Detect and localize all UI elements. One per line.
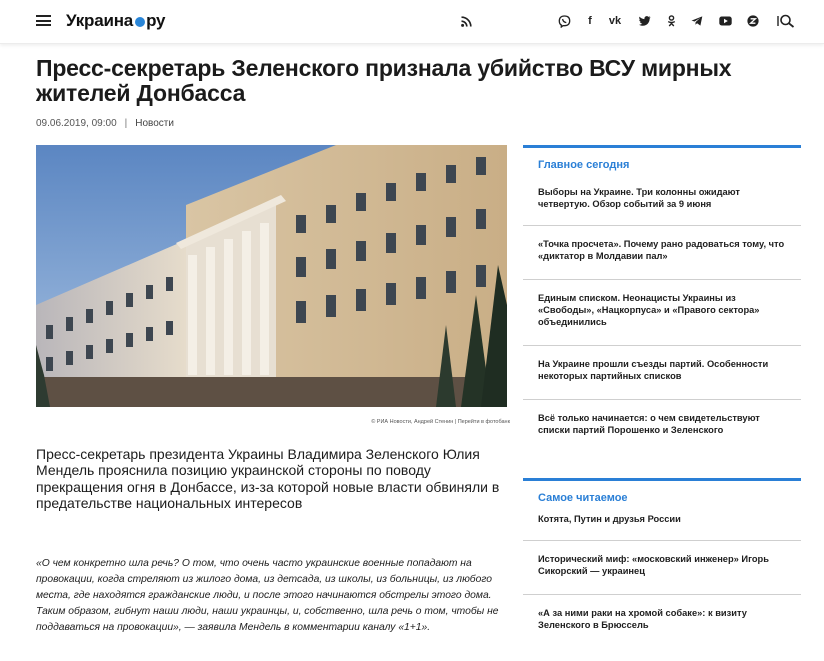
article-date: 09.06.2019, 09:00 (36, 118, 117, 129)
viber-icon[interactable] (555, 12, 573, 30)
sidebar-news-item[interactable]: Единым списком. Неонацисты Украины из «Свободы», «Нацкорпуса» и «Правого сектора» объединились (523, 280, 801, 346)
meta-separator: | (124, 118, 128, 129)
youtube-icon[interactable] (716, 12, 734, 30)
logo-text-right: ру (146, 11, 166, 30)
article-category-link[interactable]: Новости (135, 118, 174, 129)
presidential-building-image (36, 145, 507, 407)
odnoklassniki-icon[interactable] (662, 12, 680, 30)
sidebar-news-item[interactable]: «Точка просчета». Почему рано радоваться тому, что «диктатор в Молдавии пал» (523, 226, 801, 280)
article-title: Пресс-секретарь Зеленского признала убийство ВСУ мирных жителей Донбасса (36, 55, 732, 106)
telegram-icon[interactable] (688, 12, 706, 30)
rss-icon[interactable] (457, 12, 475, 30)
most-read-block (523, 478, 801, 649)
logo-text-left: Украина (66, 11, 134, 30)
twitter-icon[interactable] (636, 12, 654, 30)
most-read-title[interactable]: Самое читаемое (538, 492, 628, 504)
facebook-icon[interactable]: f (588, 15, 592, 27)
article-quote: «О чем конкретно шла речь? О том, что очень часто украинские военные попадают на провокации, когда стреляют из жилого дома, из детсада, из школы, из больницы, из любого места, где находятся гражданские люди, и после этого начинаются обстрелы этого дома. Таким образом, гибнут наши люди, наши украинцы, и, собственно, шла речь о том, чтобы не поддаваться на провокации», — заявила Мендель в комментарии каналу «1+1». (36, 558, 499, 633)
sidebar (523, 145, 801, 649)
sidebar-news-item[interactable]: На Украине прошли съезды партий. Особенности некоторых партийных списков (523, 346, 801, 400)
article-meta (36, 118, 174, 129)
photo-credit[interactable]: © РИА Новости, Андрей Стенин | Перейти в фотобанк (371, 419, 510, 425)
search-icon[interactable] (776, 12, 800, 30)
article-photo[interactable] (36, 145, 507, 407)
site-logo[interactable] (66, 11, 165, 31)
vk-icon[interactable]: vk (608, 15, 622, 27)
main-today-block (523, 145, 801, 466)
logo-dot-icon (135, 17, 145, 27)
sidebar-news-item[interactable]: Котята, Путин и друзья России (523, 503, 801, 541)
article-lead: Пресс-секретарь президента Украины Владимира Зеленского Юлия Мендель прояснила позицию украинской стороны по поводу прекращения огня в Донбассе, из-за которой новые власти обвиняли в предательстве национальных интересов (36, 446, 500, 511)
menu-icon[interactable] (36, 15, 51, 26)
zen-icon[interactable] (744, 12, 762, 30)
site-header (0, 0, 824, 44)
main-today-title[interactable]: Главное сегодня (538, 159, 630, 171)
sidebar-news-item[interactable]: Выборы на Украине. Три колонны ожидают четвертую. Обзор событий за 9 июня (523, 174, 801, 226)
sidebar-news-item[interactable]: «А за ними раки на хромой собаке»: к визиту Зеленского в Брюссель (538, 608, 747, 630)
sidebar-news-item[interactable]: Исторический миф: «московский инженер» Игорь Сикорский — украинец (523, 541, 801, 595)
sidebar-news-item[interactable]: Всё только начинается: о чем свидетельствуют списки партий Порошенко и Зеленского (538, 413, 760, 435)
